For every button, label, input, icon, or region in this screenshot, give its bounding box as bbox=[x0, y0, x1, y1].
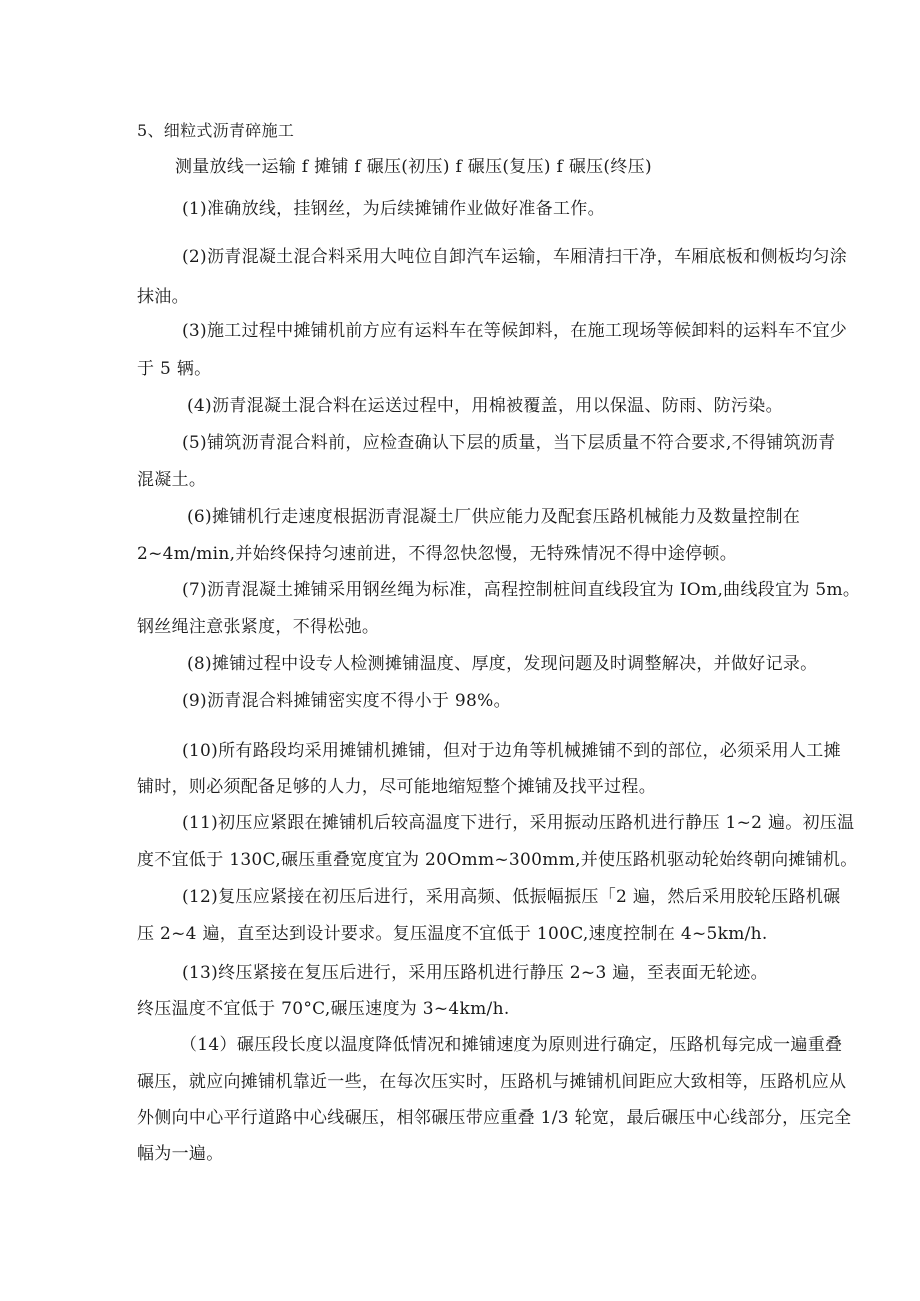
item-3-line-2: 于 5 辆。 bbox=[137, 359, 212, 379]
item-13-line-2: 终压温度不宜低于 70°C,碾压速度为 3~4km∕h. bbox=[137, 999, 510, 1019]
item-14-line-1: （14）碾压段长度以温度降低情况和摊铺速度为原则进行确定，压路机每完成一遍重叠 bbox=[180, 1035, 843, 1055]
item-12-line-2: 压 2~4 遍，直至达到设计要求。复压温度不宜低于 100C,速度控制在 4~5km∕h. bbox=[137, 924, 768, 944]
item-9-line-1: (9)沥青混合料摊铺密实度不得小于 98%。 bbox=[182, 691, 511, 711]
item-11-line-1: (11)初压应紧跟在摊铺机后较高温度下进行，采用振动压路机进行静压 1~2 遍。初压温 bbox=[182, 813, 855, 833]
item-7-line-2: 钢丝绳注意张紧度，不得松弛。 bbox=[137, 617, 380, 637]
section-heading: 5、细粒式沥青碎施工 bbox=[137, 121, 295, 140]
item-2-line-1: (2)沥青混凝土混合料采用大吨位自卸汽车运输，车厢清扫干净，车厢底板和侧板均匀涂 bbox=[182, 247, 848, 267]
item-5-line-1: (5)铺筑沥青混合料前，应检查确认下层的质量，当下层质量不符合要求,不得铺筑沥青 bbox=[182, 433, 836, 453]
item-6-line-1: (6)摊铺机行走速度根据沥青混凝土厂供应能力及配套压路机械能力及数量控制在 bbox=[187, 507, 801, 527]
item-14-line-2: 碾压，就应向摊铺机靠近一些，在每次压实时，压路机与摊铺机间距应大致相等，压路机应从 bbox=[137, 1072, 847, 1092]
item-10-line-1: (10)所有路段均采用摊铺机摊铺，但对于边角等机械摊铺不到的部位，必须采用人工摊 bbox=[182, 741, 841, 761]
item-13-line-1: (13)终压紧接在复压后进行，采用压路机进行静压 2~3 遍，至表面无轮迹。 bbox=[182, 963, 768, 983]
item-1-line-1: (1)准确放线，挂钢丝，为后续摊铺作业做好准备工作。 bbox=[182, 199, 605, 219]
item-2-line-2: 抹油。 bbox=[137, 287, 189, 307]
item-7-line-1: (7)沥青混凝土摊铺采用钢丝绳为标准，高程控制桩间直线段宜为 IOm,曲线段宜为 5m。 bbox=[182, 580, 861, 600]
item-12-line-1: (12)复压应紧接在初压后进行，采用高频、低振幅振压「2 遍，然后采用胶轮压路机碾 bbox=[182, 887, 841, 907]
item-14-line-4: 幅为一遍。 bbox=[137, 1144, 224, 1164]
item-5-line-2: 混凝土。 bbox=[137, 470, 207, 490]
item-6-line-2: 2~4m∕min,并始终保持匀速前进，不得忽快忽慢，无特殊情况不得中途停顿。 bbox=[137, 544, 738, 564]
item-3-line-1: (3)施工过程中摊铺机前方应有运料车在等候卸料，在施工现场等候卸料的运料车不宜少 bbox=[182, 321, 848, 341]
item-11-line-2: 度不宜低于 130C,碾压重叠宽度宜为 20Omm~300mm,并使压路机驱动轮始终朝向摊铺机。 bbox=[137, 850, 858, 870]
item-8-line-1: (8)摊铺过程中设专人检测摊铺温度、厚度，发现问题及时调整解决，并做好记录。 bbox=[187, 654, 818, 674]
item-4-line-1: (4)沥青混凝土混合料在运送过程中，用棉被覆盖，用以保温、防雨、防污染。 bbox=[187, 396, 783, 416]
item-10-line-2: 铺时，则必须配备足够的人力，尽可能地缩短整个摊铺及找平过程。 bbox=[137, 777, 656, 797]
process-flow: 测量放线一运输 f 摊铺 f 碾压(初压) f 碾压(复压) f 碾压(终压) bbox=[175, 157, 652, 177]
item-14-line-3: 外侧向中心平行道路中心线碾压，相邻碾压带应重叠 1/3 轮宽，最后碾压中心线部分，压完全 bbox=[137, 1108, 852, 1128]
